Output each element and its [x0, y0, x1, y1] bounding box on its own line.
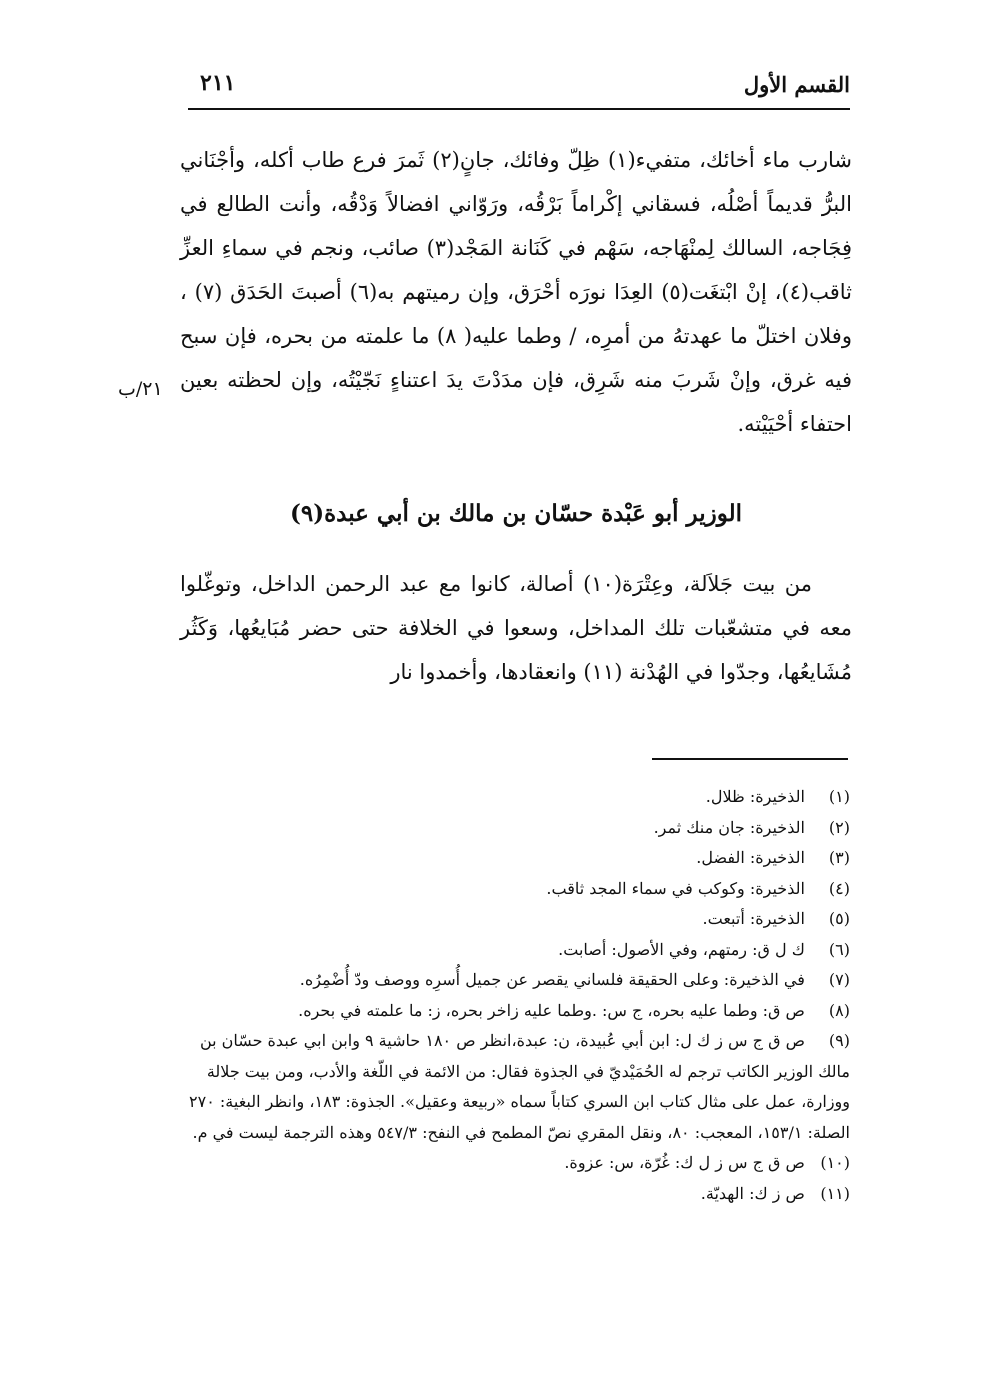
footnote-text: الذخيرة: ظلال. [705, 787, 805, 806]
footnote-item [170, 813, 850, 844]
footnote-text: الذخيرة: أتبعت. [702, 909, 805, 928]
header-divider [188, 108, 850, 110]
paragraph-2: من بيت جَلاَلة، وعِتْرَة(١٠) أصالة، كانوا مع عبد الرحمن الداخل، وتوغّلوا معه في متشعّبات تلك المداخل، وسعوا في الخلافة حتى حضر مُبَايعُها، وَكَثُر مُشَايعُها، وجدّوا في الهُدْنة (١١) وانعقادها، وأخمدوا نار [180, 572, 852, 684]
footnote-text: ص ق: وطما عليه بحره، ج س: .وطما عليه زاخر بحره، ز: ما علمته في بحره. [298, 1000, 805, 1020]
footnote-item [170, 1026, 850, 1148]
footnote-text: ص ز ك: الهديّة. [700, 1183, 805, 1203]
footnote-number: (٢) [828, 817, 850, 837]
footnote-item [170, 874, 850, 905]
footnote-item [170, 965, 850, 996]
footnote-number: (٤) [828, 878, 850, 898]
footnote-item [170, 935, 850, 966]
margin-folio-note: ٢١/ب [118, 378, 163, 400]
section-heading: الوزير أبو عَبْدة حسّان بن مالك بن أبي عبدة(٩) [289, 500, 743, 527]
paragraph-1: شارب ماء أخائك، متفيء(١) ظِلّ وفائك، جانٍ(٢) ثَمرَ فرع طاب أكله، وأجْنَاني البرُّ قديماً أصْلُه، فسقاني إكْراماً بَرْقُه، ورَوّاني افضالاً وَدْقُه، وأنت الطالع في فِجَاجه، السالك لِمنْهَاجه، سَهْم في كَنَانة المَجْد(٣) صائب، ونجم في سماءِ العزِّ ثاقب(٤)، إنْ ابْتغَت(٥) العِدَا نورَه أحْرَق، وإن رميتهم به(٦) أصبتَ الحَدَق (٧) ، وفلان اختلّ ما عهدتهُ من أمرِه، / وطما عليه( ٨) ما علمته من بحره، فإن سبح فيه غرق، وإنْ شَربَ منه شَرِق، فإن مدَدْتَ يدَ اعتناءٍ نَجّيْتُه، وإن لحظته بعين احتفاء أحْيَيْته. [180, 148, 853, 436]
footnote-text: في الذخيرة: وعلى الحقيقة فلساني يقصر عن جميل أُسرِه ووصف ودّ أُضْمِرُه. [299, 970, 805, 989]
footnote-text: الذخيرة: الفضل. [696, 848, 805, 867]
footnote-number: (٦) [828, 939, 850, 959]
section-title: القسم الأول [743, 72, 850, 97]
footnote-item [170, 996, 850, 1027]
footnote-number: (٣) [828, 848, 850, 867]
footnote-text: ك ل ق: رمتهم، وفي الأصول: أصابت. [558, 939, 805, 959]
page-number: ٢١١ [200, 70, 236, 96]
footnote-number: (٨) [828, 1000, 850, 1020]
footnote-item [170, 1179, 850, 1210]
main-text [180, 138, 852, 446]
footnote-text: ص ق ج س ز ل ك: غُرّة، س: عزوة. [564, 1153, 805, 1172]
footnote-item [170, 1148, 850, 1179]
running-header [188, 64, 850, 104]
footnote-text: الذخيرة: جان منك ثمر. [653, 817, 805, 837]
footnote-text: الذخيرة: وكوكب في سماء المجد ثاقب. [546, 878, 805, 898]
footnote-number: (١١) [820, 1183, 850, 1203]
footnote-number: (٥) [828, 909, 850, 928]
footnote-number: (٧) [828, 970, 850, 989]
footnote-item [170, 904, 850, 935]
footnote-number: (٩) [828, 1031, 850, 1050]
footnote-number: (١) [828, 787, 850, 806]
footnotes-list [170, 782, 850, 1209]
footnote-item [170, 843, 850, 874]
footnote-text: ص ق ج س ز ك ل: ابن أبي عُبيدة، ن: عبدة،انظر ص ١٨٠ حاشية ٩ وابن ابي عبدة حسّان بن مالك الوزير الكاتب ترجم له الحُمَيْديّ في الجذوة فقال: من الائمة في اللّغة والأدب، ومن بيت جلالة ووزارة، عمل على مثال كتاب ابن السري كتاباً سماه «ربيعة وعقيل». الجذوة: ١٨٣، وانظر البغية: ٢٧٠ الصلة: ١٥٣/١، المعجب: ٨٠، ونقل المقري نصّ المطمح في النفح: ٥٤٧/٣ وهذه الترجمة ليست في م. [189, 1031, 850, 1142]
footnote-item [170, 782, 850, 813]
footnote-divider [652, 758, 848, 760]
footnote-number: (١٠) [820, 1153, 850, 1172]
